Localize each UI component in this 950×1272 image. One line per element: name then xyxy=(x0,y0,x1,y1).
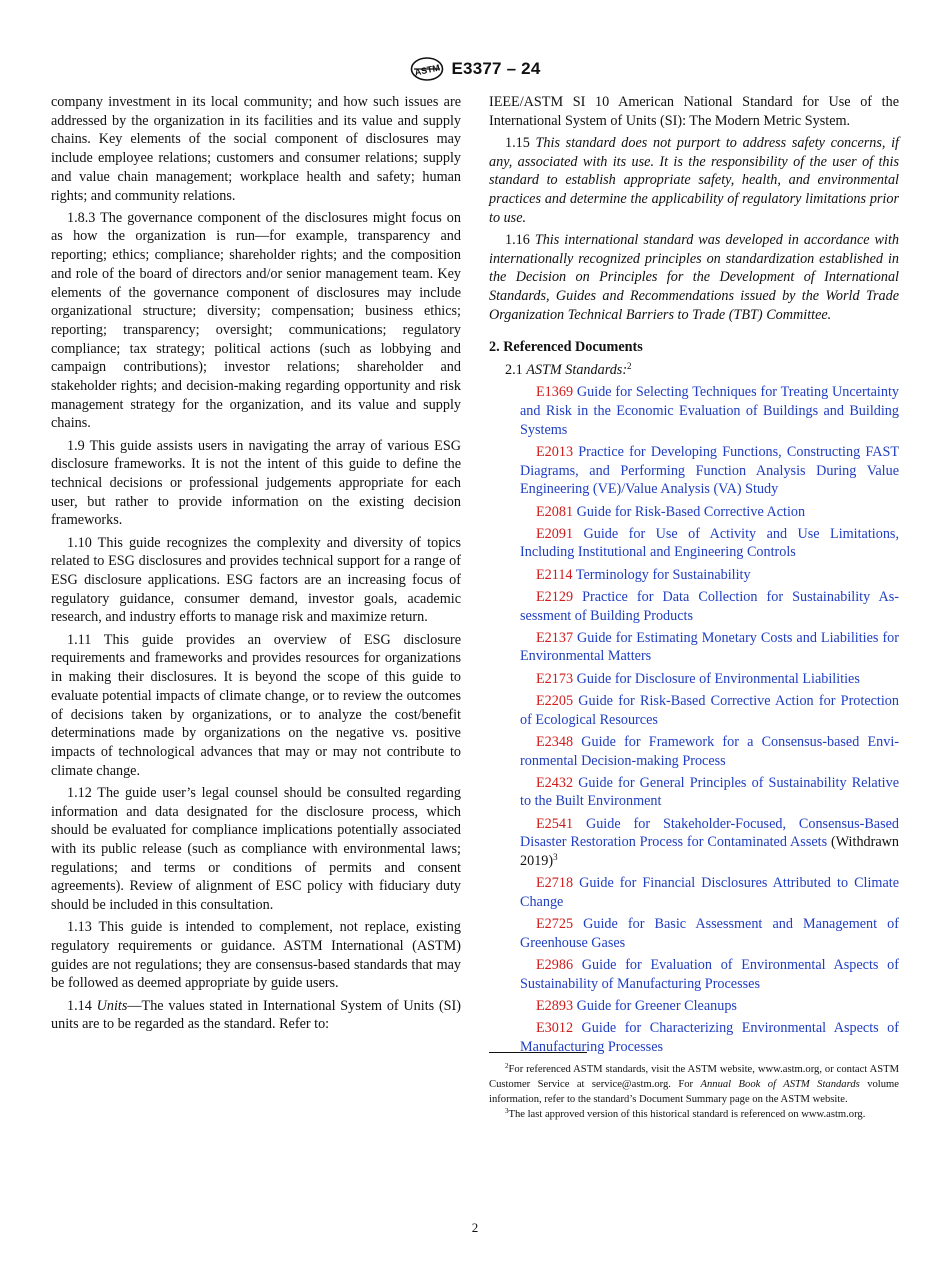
reference-code-link[interactable]: E2129 xyxy=(536,588,574,605)
reference-item[interactable] xyxy=(489,443,899,499)
paragraph-1-9: 1.9 This guide assists users in navigating the array of various ESG disclosure frameworks. It is not the intent of this guide to define the technical decisions or professional judgements appropriate for each user, but rather to provide information on the existing decision frameworks. xyxy=(51,437,461,529)
reference-title-link[interactable]: Practice for Data Collection for Sustainability Assessment of Building Products xyxy=(520,588,899,624)
subsection-number: 2.1 xyxy=(505,362,523,379)
reference-title-link[interactable]: Terminology for Sustainability xyxy=(575,566,751,583)
reference-title-link[interactable]: Guide for Framework for a Consensus-based Environmental Decision-making Process xyxy=(520,733,900,769)
reference-item[interactable] xyxy=(489,997,899,1016)
footnote-ref[interactable]: 2 xyxy=(627,361,632,372)
paragraph-1-11: 1.11 This guide provides an overview of ESG disclosure requirements and frameworks and provides resources for organizations in making their disclosures. It is beyond the scope of this guide to evaluate potential impacts of climate change, or to review the outcomes of decisions taken by organizations, or to analyze the cost/benefit determinations made by organizations on the negative vs. positive impacts of technological advances that may or may not contribute to climate change. xyxy=(51,631,461,779)
reference-item[interactable] xyxy=(489,588,899,625)
reference-item[interactable] xyxy=(489,774,899,811)
reference-code-link[interactable]: E1369 xyxy=(536,384,574,401)
reference-code-link[interactable]: E2013 xyxy=(536,443,574,460)
reference-code-link[interactable]: E2348 xyxy=(536,733,574,750)
paragraph-social-cont: company investment in its local community; and how such issues are addressed by the organization in its facilities and its value and supply chains. Key elements of the social component of disclosures may include employee relations; customers and consumer relations; supply and value chain management; workplace health and safety; human rights; and community relations. xyxy=(51,94,461,204)
paragraph-1-8-3: 1.8.3 The governance component of the disclosures might focus on as how the organization is run—for example, transparency and reporting; ethics; compliance; shareholder rights; and the composition and role of the board of directors and/or senior management team. Key elements of the governance component of disclosures may include organizational structure; diversity; compensation; business ethics; reporting; transparency; oversight; communications; regulatory compliance; tax strategy; political actions (such as lobbying and campaign contributions); investor relations; shareholder and stakeholder rights; and decision-making regarding opportunity and risk management strategy for the organization, and its value and supply chains. xyxy=(51,209,461,432)
reference-item[interactable] xyxy=(489,956,899,993)
reference-item[interactable] xyxy=(489,566,899,585)
reference-item[interactable] xyxy=(489,692,899,729)
reference-title-link[interactable]: Guide for General Principles of Sustainability Relative to the Built Environment xyxy=(520,774,899,810)
footnotes xyxy=(489,1062,899,1122)
reference-list xyxy=(489,383,899,1056)
footnote-ref[interactable]: 3 xyxy=(553,852,558,863)
paragraph-italic-text: This international standard was developed in accordance with internationally recognized principles on standardization established in the Decision on Principles for the Development of International Standards, Guides and Recommendations issued by the World Trade Organization Technical Barriers to Trade (TBT) Committee. xyxy=(489,231,899,323)
reference-item[interactable] xyxy=(489,503,899,522)
reference-item[interactable] xyxy=(489,670,899,689)
reference-item[interactable] xyxy=(489,629,899,666)
reference-code-link[interactable]: E2718 xyxy=(536,875,574,892)
paragraph-italic-text: This standard does not purport to address safety concerns, if any, associated with its use. It is the responsibility of the user of this standard to establish appropriate safety, health, and environmental practices and determine the applicability of regulatory limitations prior to use. xyxy=(489,134,900,226)
left-column xyxy=(51,93,461,1037)
reference-code-link[interactable]: E2137 xyxy=(536,629,574,646)
section-heading: 2. Referenced Documents xyxy=(489,339,643,356)
reference-item[interactable] xyxy=(489,733,899,770)
paragraph-1-14-cont: IEEE/ASTM SI 10 American National Standard for Use of the International System of Units (SI): The Modern Metric System. xyxy=(489,94,899,129)
reference-code-link[interactable]: E2725 xyxy=(536,916,574,933)
paragraph-number: 1.16 xyxy=(505,231,530,248)
document-id: E3377 – 24 xyxy=(451,59,541,78)
reference-code-link[interactable]: E2205 xyxy=(536,692,574,709)
paragraph-1-12: 1.12 The guide user’s legal counsel should be consulted regarding information and data designated for the disclosure process, which should be evaluated for compliance implications potentially associated with its public release (such as compliance with environmental laws; regulations; and terms or conditions of permits and consent agreements). Review of alignment of ESC policy with fiduciary duty should be included in this consultation. xyxy=(51,784,461,914)
footnote-divider xyxy=(489,1052,587,1053)
paragraph-1-13: 1.13 This guide is intended to complement, not replace, existing regulatory requirements or guidance. ASTM International (ASTM) guides are not regulations; they are consensus-based standards that may be followed as deemed appropriate by guide users. xyxy=(51,919,461,992)
right-column xyxy=(489,93,899,1060)
footnote-3 xyxy=(489,1107,899,1122)
page-header xyxy=(0,56,950,82)
reference-item[interactable] xyxy=(489,915,899,952)
reference-item[interactable] xyxy=(489,815,899,871)
reference-code-link[interactable]: E2114 xyxy=(536,566,573,583)
reference-code-link[interactable]: E3012 xyxy=(536,1020,574,1037)
footnote-mark: 2 xyxy=(505,1062,509,1070)
reference-title-link[interactable]: Guide for Risk-Based Corrective Action for Protection of Ecological Resources xyxy=(520,692,899,728)
paragraph-1-16 xyxy=(489,231,899,325)
page-number: 2 xyxy=(471,1220,479,1235)
reference-title-link[interactable]: Guide for Basic Assessment and Management of Greenhouse Gases xyxy=(520,916,900,951)
reference-title-link[interactable]: Guide for Selecting Techniques for Treating Uncertainty and Risk in the Economic Evaluation of Buildings and Building Systems xyxy=(520,384,900,438)
footnote-italic: Annual Book of ASTM Standards xyxy=(700,1079,860,1090)
reference-code-link[interactable]: E2541 xyxy=(536,815,574,832)
reference-item[interactable] xyxy=(489,874,899,911)
paragraph-text: —The values stated in International System of Units (SI) units are to be regarded as the standard. Refer to: xyxy=(51,997,462,1033)
reference-title-link[interactable]: Practice for Developing Functions, Constructing FAST Diagrams, and Performing Function Analysis During Value Engineering (VE)/Value Analysis (VA) Study xyxy=(520,443,900,498)
reference-code-link[interactable]: E2432 xyxy=(536,774,574,791)
reference-title-link[interactable]: Guide for Risk-Based Corrective Action xyxy=(576,503,806,520)
footnote-mark: 3 xyxy=(505,1107,509,1115)
paragraph-1-14 xyxy=(51,997,461,1034)
footnote-text: volume information, refer to the standard’s Document Summary page on the ASTM website. xyxy=(489,1079,899,1105)
reference-title-link[interactable]: Guide for Stakeholder-Focused, Consensus-Based Disaster Restoration Process for Contaminated Assets xyxy=(520,815,899,851)
reference-code-link[interactable]: E2986 xyxy=(536,957,574,974)
reference-title-link[interactable]: Guide for Estimating Monetary Costs and Liabilities for Environmental Matters xyxy=(520,629,899,665)
reference-title-link[interactable]: Guide for Use of Activity and Use Limitations, Including Institutional and Engineering Controls xyxy=(520,525,899,561)
reference-code-link[interactable]: E2893 xyxy=(536,997,574,1014)
paragraph-1-15 xyxy=(489,134,899,228)
footnote-text: For referenced ASTM standards, visit the ASTM website, www.astm.org, or contact ASTM Customer Service at service@astm.org. For xyxy=(489,1064,899,1090)
reference-item[interactable] xyxy=(489,1019,899,1056)
reference-item[interactable] xyxy=(489,525,899,562)
reference-note: (Withdrawn 2019) xyxy=(520,834,899,870)
reference-title-link[interactable]: Guide for Characterizing Environmental Aspects of Manufacturing Processes xyxy=(520,1020,899,1055)
paragraph-number: 1.15 xyxy=(505,134,530,151)
reference-title-link[interactable]: Guide for Greener Cleanups xyxy=(576,997,737,1014)
astm-logo-icon xyxy=(410,57,444,81)
reference-title-link[interactable]: Guide for Evaluation of Environmental Aspects of Sustainability of Manufacturing Processes xyxy=(520,957,900,992)
italic-term: Units xyxy=(96,997,128,1014)
reference-title-link[interactable]: Guide for Disclosure of Environmental Liabilities xyxy=(576,670,860,687)
reference-code-link[interactable]: E2081 xyxy=(536,503,574,520)
footnote-2 xyxy=(489,1062,899,1107)
reference-code-link[interactable]: E2091 xyxy=(536,525,574,542)
subsection-2-1 xyxy=(489,361,899,380)
svg-text:ASTM: ASTM xyxy=(413,62,441,78)
reference-code-link[interactable]: E2173 xyxy=(536,670,574,687)
paragraph-number: 1.14 xyxy=(67,997,92,1014)
paragraph-1-10: 1.10 This guide recognizes the complexity and diversity of topics related to ESG disclosures and provides technical support for a range of ESG disclosure applications. ESG factors are an increasing focus of regulatory guidance, consumer demand, investor goals, academic research, and industry efforts to manage risk and maximize return. xyxy=(51,534,461,626)
footnote-text: The last approved version of this historical standard is referenced on www.astm.org. xyxy=(508,1109,866,1120)
reference-title-link[interactable]: Guide for Financial Disclosures Attributed to Climate Change xyxy=(520,875,900,910)
subsection-title: ASTM Standards: xyxy=(526,362,628,379)
reference-item[interactable] xyxy=(489,383,899,439)
